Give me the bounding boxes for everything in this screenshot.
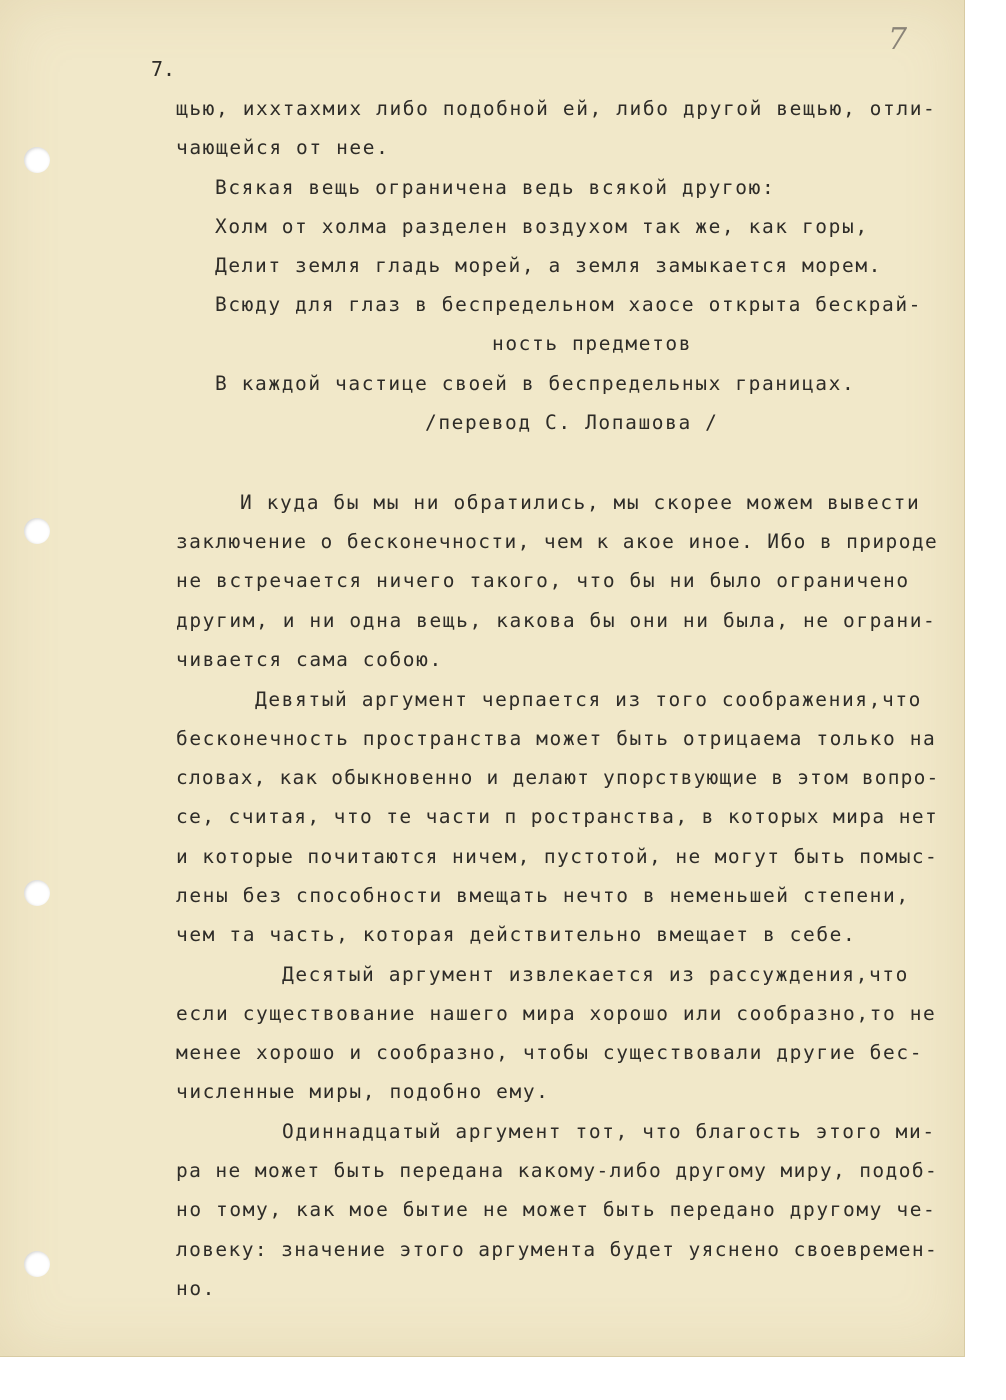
text-line: Одиннадцатый аргумент тот, что благость этого ми- xyxy=(282,1120,936,1143)
punch-hole xyxy=(24,1251,50,1277)
translation-credit: /перевод С. Лопашова / xyxy=(425,411,719,434)
punch-hole xyxy=(24,147,50,173)
poem-line: Всякая вещь ограничена ведь всякой другою: xyxy=(215,176,776,199)
poem-line: Делит земля гладь морей, а земля замыкается морем. xyxy=(215,254,882,277)
text-line: Девятый аргумент черпается из того соображения,что xyxy=(255,688,922,711)
text-line: щью, иххтахмих либо подобной ей, либо другой вещью, отли- xyxy=(176,97,937,120)
text-line: чем та часть, которая действительно вмещает в себе. xyxy=(176,923,857,946)
text-line: численные миры, подобно ему. xyxy=(176,1080,550,1103)
text-line: лены без способности вмещать нечто в неменьшей степени, xyxy=(176,884,910,907)
text-line: но тому, как мое бытие не может быть передано другому че- xyxy=(176,1198,937,1221)
handwritten-page-number: 7 xyxy=(888,22,908,57)
typed-page-number: 7. xyxy=(151,57,176,81)
text-line: но. xyxy=(176,1277,217,1300)
text-line: чающейся от нее. xyxy=(176,136,390,159)
poem-line: Всюду для глаз в беспредельном хаосе открыта бескрай- xyxy=(215,293,923,316)
text-line: И куда бы мы ни обратились, мы скорее можем вывести xyxy=(240,491,921,514)
text-line: менее хорошо и сообразно, чтобы существовали другие бес- xyxy=(176,1041,924,1064)
text-line: се, считая, что те части п ространства, в которых мира нет xyxy=(176,805,939,828)
punch-hole xyxy=(24,880,50,906)
text-line: словах, как обыкновенно и делают упорствующие в этом вопро- xyxy=(176,766,940,789)
text-line: бесконечность пространства может быть отрицаема только на xyxy=(176,727,937,750)
text-line: не встречается ничего такого, что бы ни было ограничено xyxy=(176,569,910,592)
text-line: заключение о бесконечности, чем к акое иное. Ибо в природе xyxy=(176,530,939,553)
punch-hole xyxy=(24,518,50,544)
text-line: другим, и ни одна вещь, какова бы они ни была, не ограни- xyxy=(176,609,937,632)
poem-line: В каждой частице своей в беспредельных границах. xyxy=(215,372,856,395)
text-line: если существование нашего мира хорошо или сообразно,то не xyxy=(176,1002,937,1025)
text-line: чивается сама собою. xyxy=(176,648,443,671)
text-line: и которые почитаются ничем, пустотой, не могут быть помыс- xyxy=(176,845,939,868)
poem-line: ность предметов xyxy=(492,332,693,355)
text-line: ловеку: значение этого аргумента будет уяснено своевремен- xyxy=(176,1238,939,1261)
poem-line: Холм от холма разделен воздухом так же, как горы, xyxy=(215,215,869,238)
text-line: ра не может быть передана какому-либо другому миру, подоб- xyxy=(176,1159,939,1182)
text-line: Десятый аргумент извлекается из рассуждения,что xyxy=(282,963,909,986)
